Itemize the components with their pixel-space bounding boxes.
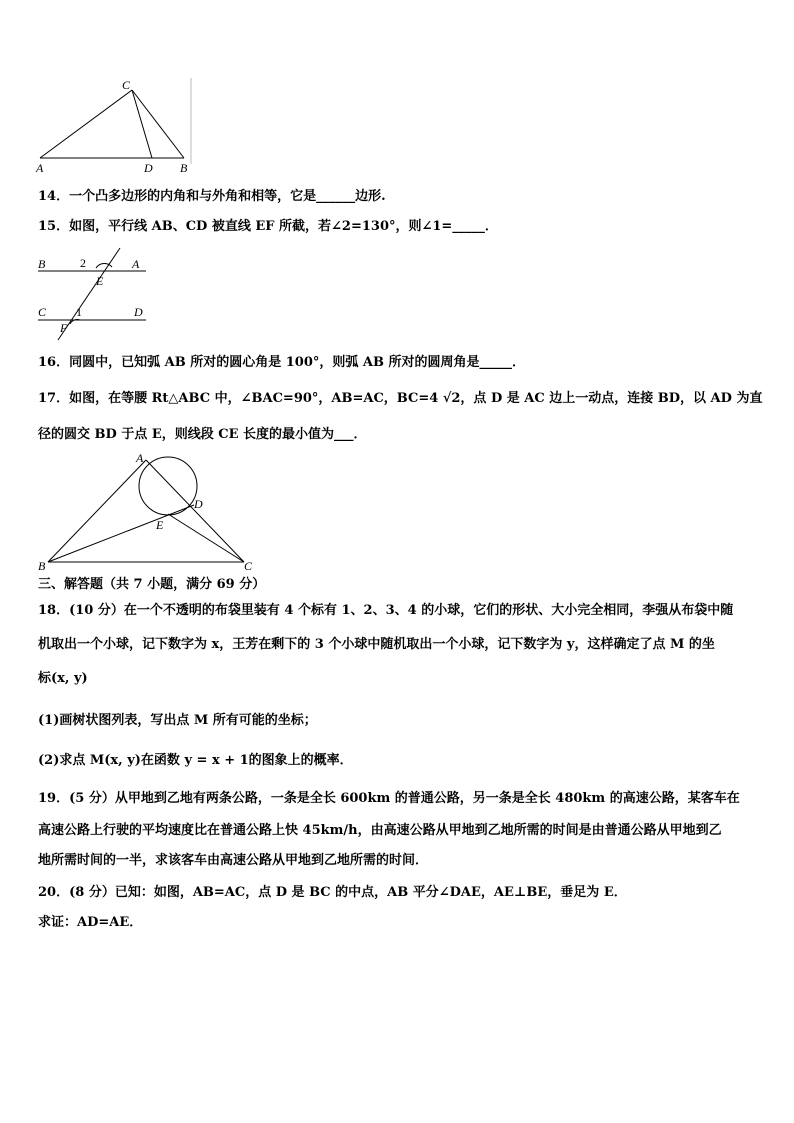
segment-cb — [132, 90, 184, 158]
segment-ab — [48, 460, 146, 562]
circle-triangle-figure — [34, 450, 264, 574]
segment-ce — [168, 514, 244, 562]
label-d: D — [194, 497, 203, 511]
question-19-line-1: 19．(5 分）从甲地到乙地有两条公路，一条是全长 600km 的普通公路，另一条是全长 480km 的高速公路，某客车在 — [38, 791, 740, 806]
question-15: 15．如图，平行线 AB、CD 被直线 EF 所截，若∠2=130°，则∠1=_____． — [38, 219, 498, 234]
label-d: D — [134, 305, 143, 319]
label-2: 2 — [80, 256, 86, 270]
question-18-line-3: 标(x, y) — [38, 671, 88, 686]
question-18-part-2: (2)求点 M(x, y)在函数 y = x + 1的图象上的概率． — [38, 753, 353, 768]
question-18-line-1: 18．(10 分）在一个不透明的布袋里装有 4 个标有 1、2、3、4 的小球，它们的形状、大小完全相同，李强从布袋中随 — [38, 603, 734, 618]
label-1: 1 — [76, 305, 82, 319]
segment-bd — [48, 505, 194, 562]
label-b: B — [38, 559, 46, 573]
label-b: B — [180, 161, 188, 175]
question-19-line-2: 高速公路上行驶的平均速度比在普通公路上快 45km/h，由高速公路从甲地到乙地所需的时间是由普通公路从甲地到乙 — [38, 823, 722, 838]
parallel-lines-figure — [34, 246, 154, 342]
label-c: C — [38, 305, 47, 319]
question-14: 14．一个凸多边形的内角和与外角和相等，它是______边形. — [38, 189, 386, 204]
label-c: C — [122, 78, 131, 92]
question-18-part-1: (1)画树状图列表，写出点 M 所有可能的坐标； — [38, 713, 317, 728]
question-20-line-1: 20．(8 分）已知：如图，AB=AC，点 D 是 BC 的中点，AB 平分∠DAE，AE⊥BE，垂足为 E． — [38, 885, 627, 900]
segment-ac — [40, 90, 132, 158]
label-e: E — [156, 518, 164, 532]
label-b: B — [38, 257, 46, 271]
question-17-line-1: 17．如图，在等腰 Rt△ABC 中，∠BAC=90°，AB=AC，BC=4 √2，点 D 是 AC 边上一动点，连接 BD，以 AD 为直 — [38, 391, 763, 406]
circle-ad — [139, 457, 197, 515]
label-c: C — [244, 559, 253, 573]
question-18-line-2: 机取出一个小球，记下数字为 x，王芳在剩下的 3 个小球中随机取出一个小球，记下数字为 y，这样确定了点 M 的坐 — [38, 637, 715, 652]
label-a: A — [132, 257, 140, 271]
label-f: F — [60, 321, 68, 335]
question-20-line-2: 求证：AD=AE． — [38, 915, 143, 930]
question-17-line-2: 径的圆交 BD 于点 E，则线段 CE 长度的最小值为___． — [38, 427, 367, 442]
question-16: 16．同圆中，已知弧 AB 所对的圆心角是 100°，则弧 AB 所对的圆周角是_____． — [38, 355, 526, 370]
label-d: D — [144, 161, 153, 175]
label-e: E — [96, 274, 104, 288]
label-a: A — [136, 451, 144, 465]
segment-cd — [132, 90, 152, 158]
triangle-figure — [34, 76, 194, 176]
question-19-line-3: 地所需时间的一半，求该客车由高速公路从甲地到乙地所需的时间． — [38, 853, 429, 868]
section-heading: 三、解答题（共 7 小题，满分 69 分） — [38, 577, 266, 592]
label-a: A — [36, 161, 44, 175]
